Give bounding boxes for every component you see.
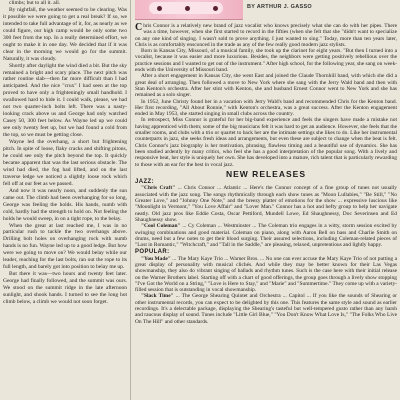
article-paragraph: In retrospect, Miss Connor is grateful for her big-band experience and feels the singers have made a mistake not having apprenticed with them; some of the big musicians felt it was hard to get an audience. However, she feels that the smaller rooms, and clubs with a trio or quartet to back her are the intimate settings she likes to do. Like her instrumental counterparts in jazz, she seeks fresh ideas and arrangements, but even these are subject to change when the beat is felt. Chris Connor's jazz biography is her motivation, phrasing, flawless timing and a beautiful use of dynamics. She has been studied ardently by many critics, who feel she has a good interpretation of the popular song. With a lively and responsive beat, her style is uniquely her own. She has developed into a mature, rich talent that is particularly rewarding to those with an ear for the best in vocal jazz. — [135, 117, 397, 168]
left-paragraph: climbs; but to all it. all. — [9, 0, 61, 6]
release-title: "You Made" — [141, 255, 171, 262]
header-illustration-dot — [157, 6, 162, 11]
release-entry — [135, 293, 397, 324]
article-paragraph: After a short engagement in Kansas City, she went East and joined the Claude Thornhill band, with which she did a great deal of arranging. Then followed a move to New York where she sang with the Jerry Wald band and then with Stan Kenton's orchestra. After her stint with Kenton, she and husband Ernest Connor went to New York and she has remained as a solo singer. — [135, 73, 397, 99]
release-title: "Chris Craft" — [141, 185, 176, 192]
release-title: "Slack Time" — [141, 293, 174, 300]
header-illustration-dot — [213, 6, 218, 11]
byline: BY ARTHUR J. GASSO — [247, 4, 312, 10]
left-paragraph: By nightfall, the weather seemed to be clearing. Was it possible we were going to get a real break? If so, we intended to take full advantage of it, for, as nearly as we could figure, our high camp would be only some two 300 feet from the top. In a really determined effort, we ought to make it in one day. We decided that if it was clear in the morning we would go for the summit. Naturally, it was cloudy. — [3, 6, 127, 62]
lead-text: hris Connor is a relatively new brand of jazz vocalist who knows precisely what she can do with her pipes. There was a time, however, when she first started to record in the fifties (when she felt that she "didn't want to specialize on any one kind of singing. I wasn't sold to prove anything. I just wanted to sing." Today, more than ten years later, Chris is as comfortably ensconced in the trade as any of the few really good modern jazz stylists. — [135, 23, 397, 48]
left-paragraph: Wayne led the overhang, a short but frightening pitch. In spite of loose, flaky cracks and shifting pitons, he could see only the pitch beyond the top. It quickly became apparent that was the last serious obstacle. The wind had died, the fog had lifted, and on the last traverse ledge we noticed a slightly loose rock which fell off at our feet as we passed. — [3, 139, 127, 187]
column-divider — [130, 0, 131, 400]
right-column — [135, 0, 397, 400]
header-illustration — [135, 0, 243, 20]
header-illustration-dot — [185, 6, 190, 11]
article-paragraph: Born in Kansas City, Missouri, of a musical family, she took up the clarinet for eight years. "But then I turned into a vocalist, because it was easier and more luxurious. Besides, the neighbors were getting positively rebellious over the practice sessions and I wanted to get out of the instrument." After high school, for the following year, she sang on week-ends with the University of Missouri band. — [135, 48, 397, 74]
dropcap: C — [135, 23, 143, 33]
left-column-article — [3, 0, 127, 400]
left-paragraph: When the great at last reached me, I was in no particular rush to tackle the two overhangs above. Drilling bolt holes on overhanging rock with numb hands is no fun. Wayne led up to a good ledge. But how were we going to move on? We would belay while our leader, reaching for the last bolts, ran out the rope to its full length, and barely got into position to belay me up. — [3, 222, 127, 271]
release-entry — [135, 256, 397, 294]
release-entry — [135, 223, 397, 248]
release-title: "Cool Coleman" — [141, 223, 181, 230]
left-paragraph: And now it was nearly noon, and suddenly the sun came out. The climb had been overhanging for so long, George was feeling the holds. His hands, numb with cold, hardly had the strength to hold on. Not feeling the holds he would sweep, in on a tight rope, to the belay. — [3, 187, 127, 222]
left-paragraph: Shortly after daylight the wind died a bit. But the sky remained a bright and scary place. The next pitch was rather routine slab—then far more difficult than I had anticipated. And the nice "crux" I had seen at the top proved to have only a frighteningly small handhold. I swallowed hard to hide it. I could walk, please, we had not two quarter-inch bolts left. There was a nasty-looking crack above us and George had only watched Casey 50, 300 feet below. As Wayne led up we could see only twenty feet up, but we had found a cold from the top, so we must be getting close. — [3, 62, 127, 139]
release-entry — [135, 185, 397, 223]
record-review-article — [135, 23, 397, 400]
popular-label: POPULAR: — [135, 249, 170, 256]
left-paragraph: But there it was—two hours and twenty feet later. George had finally followed, and the summit was ours. We stood on the summit ridge in the late afternoon sunlight, and shook hands. I turned to see the long hot climb below, a climb we would not soon forget. — [3, 271, 127, 305]
release-text: ... The Mary Kaye Trio ... Warner Bros. ... No one can ever accuse the Mary Kaye Trio of not putting a great display of personality with musical clichés. And while they may be better known for their Las Vegas showmanship, they also do vibrant singing of ballads and rhythm tunes. Such is the case here with their initial release on the Warner Brothers label. Starting off with a chart of good offerings, the group goes through a lively show stopping "I've Got the World on a String," "Love is Here to Stay," and "Marie" and "Summertime." They come up with a variety-filled session that is outstanding in vocal showmanship. — [135, 255, 397, 294]
release-text: ... Chris Connor ... Atlantic ... Here's the Connor concept of a fine group of tunes not usually associated with the jazz song. The songs rhythmically through each show tunes as "Moon Lullabies," "Be Still," "No Greater Love," and "Johnny One Note," and the breezy platter of emotions for the show ... expressive luscious like "Moonlight in Vermont," "You Love Affair" and "Lover Man." Connor has a hot and hefty group to help her navigate neatly. Old jazz pros like Eddie Costa, Oscar Pettiford, Mundell Lowe, Ed Shaughnessy, Doc Severinsen and Ed Shaughnessy show. — [135, 185, 397, 223]
lead-paragraph — [135, 23, 397, 48]
jazz-label: JAZZ: — [135, 179, 154, 186]
release-text: ... Cy Coleman ... Westminster ... The Coleman trio engages in a witty, storm session excited by swinging combinations and good material. Coleman on piano, along with Aaron Bell on bass and Charlie Smith on drums, need but a few notes to get their blood surging. Their assured selections, including Coleman-related pieces of "Lost in Romantic," "Witchcraft," and "Tall in the Saddle," are pleasing, relaxed, unpretentious and lightly happy. — [135, 223, 397, 249]
new-releases-heading: NEW RELEASES — [225, 168, 306, 179]
release-text: ... The George Shearing Quintet and Orchestra ... Capitol ... If you like the sounds of Shearing or other instrumental records, you can expect to be delighted by this one. This features the same style and sound as earlier recordings. It's a delectable package, displaying the Shearing's tasteful but well-tempered gusto rather than any harsh and raucous display of sound. Tunes include "Little Girl Blue," "You Don't Know What Love Is," "The Folks Who Live On The Hill" and other standards. — [135, 293, 397, 325]
article-paragraph: In 1952, June Christy found her in a vacation with Jerry Wald's band and recommended Chris for the Kenton band. Her first recording, "All About Ronnie," with Kenton's orchestra, was a great success. After the Kenton engagement ended in May 1953, she started singing in small clubs across the country. — [135, 98, 397, 118]
